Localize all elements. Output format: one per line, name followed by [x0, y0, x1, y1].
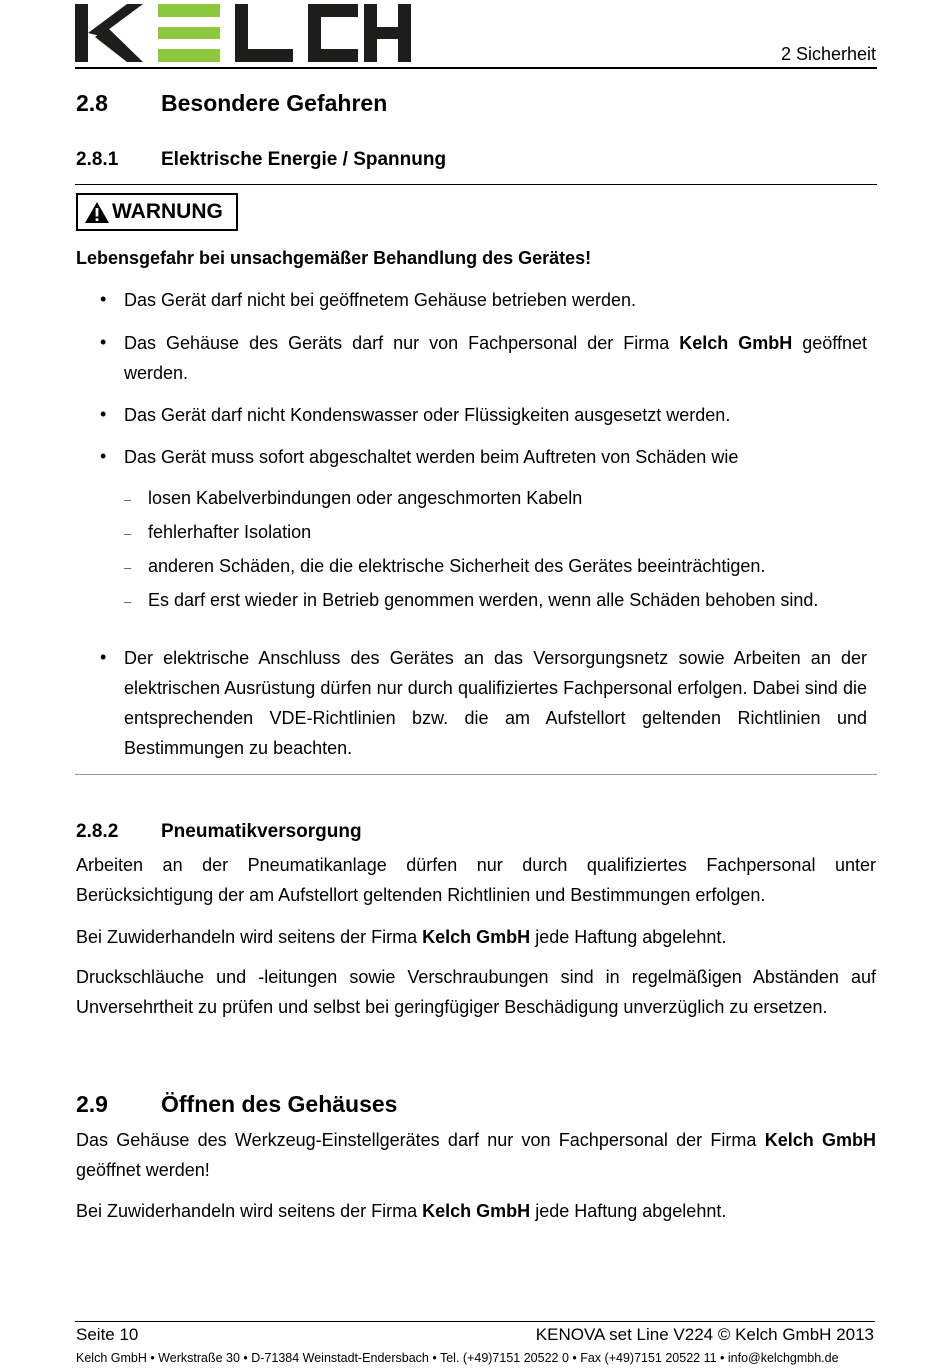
paragraph: Arbeiten an der Pneumatikanlage dürfen nur durch qualifiziertes Fachpersonal unter Berücksichtigung der am Aufstellort geltenden Richtlinien und Bestimmungen erfolgen.	[76, 855, 876, 905]
bullet-marker: •	[100, 289, 107, 309]
heading-2-8-2	[76, 821, 362, 843]
warning-label-box	[76, 193, 238, 231]
heading-number: 2.8	[76, 90, 108, 116]
text-segment: Bei Zuwiderhandeln wird seitens der Firma	[76, 1201, 423, 1221]
company-name: Kelch GmbH	[422, 927, 531, 947]
text-segment: jede Haftung abgelehnt.	[530, 927, 727, 947]
company-address: Kelch GmbH • Werkstraße 30 • D-71384 Weinstadt-Endersbach • Tel. (+49)7151 20522 0 • Fax (+49)7151 20522 11 • info@kelchgmbh.de	[76, 1351, 839, 1365]
sub-list-item: losen Kabelverbindungen oder angeschmorten Kabeln	[148, 488, 583, 508]
dash-marker: –	[124, 594, 132, 609]
text-segment: Das Gehäuse des Werkzeug-Einstellgerätes darf nur von Fachpersonal der Firma	[76, 1130, 765, 1150]
list-item	[124, 328, 867, 388]
dash-marker: –	[124, 526, 132, 541]
heading-title: Öffnen des Gehäuses	[161, 1091, 398, 1117]
list-item: Das Gerät darf nicht bei geöffnetem Gehäuse betrieben werden.	[124, 290, 636, 310]
bullet-marker: •	[100, 332, 107, 352]
sub-list-item: anderen Schäden, die die elektrische Sicherheit des Gerätes beeinträchtigen.	[148, 556, 766, 576]
heading-title: Besondere Gefahren	[161, 90, 388, 116]
heading-2-9	[76, 1091, 397, 1118]
heading-number: 2.8.2	[76, 821, 119, 842]
heading-number: 2.9	[76, 1091, 108, 1117]
sub-list-item: fehlerhafter Isolation	[148, 522, 312, 542]
warning-bottom-divider	[75, 774, 877, 775]
text-segment: geöffnet werden.	[124, 333, 867, 383]
header-section-title: 2 Sicherheit	[780, 44, 876, 64]
warning-top-divider	[75, 184, 877, 185]
text-segment: geöffnet werden!	[76, 1160, 210, 1180]
heading-title: Elektrische Energie / Spannung	[161, 149, 447, 170]
bullet-marker: •	[100, 647, 107, 667]
text-segment: jede Haftung abgelehnt.	[530, 1201, 727, 1221]
dash-marker: –	[124, 492, 132, 507]
footer-divider	[75, 1321, 875, 1322]
list-item: Der elektrische Anschluss des Gerätes an das Versorgungsnetz sowie Arbeiten an der elektrischen Ausrüstung dürfen nur durch qualifiziertes Fachpersonal erfolgen. Dabei sind die entsprechenden VDE-Richtlinien bzw. die am Aufstellort geltenden Richtlinien und Bestimmungen zu beachten.	[124, 648, 867, 758]
text-segment: Das Gehäuse des Geräts darf nur von Fachpersonal der Firma	[124, 333, 680, 353]
heading-number: 2.8.1	[76, 149, 119, 170]
heading-2-8-1	[76, 149, 446, 171]
text-segment: Bei Zuwiderhandeln wird seitens der Firma	[76, 927, 423, 947]
bullet-marker: •	[100, 404, 107, 424]
list-item: Das Gerät darf nicht Kondenswasser oder Flüssigkeiten ausgesetzt werden.	[124, 405, 731, 425]
warning-headline: Lebensgefahr bei unsachgemäßer Behandlung des Gerätes!	[76, 248, 592, 268]
warning-label: WARNUNG	[112, 200, 223, 223]
list-item: Das Gerät muss sofort abgeschaltet werden beim Auftreten von Schäden wie	[124, 447, 739, 467]
paragraph	[76, 922, 876, 952]
heading-title: Pneumatikversorgung	[161, 821, 362, 842]
paragraph	[76, 1196, 876, 1226]
paragraph	[76, 1125, 876, 1185]
kelch-logo	[75, 4, 411, 62]
company-name: Kelch GmbH	[422, 1201, 531, 1221]
sub-list-item: Es darf erst wieder in Betrieb genommen werden, wenn alle Schäden behoben sind.	[148, 590, 819, 610]
dash-marker: –	[124, 560, 132, 575]
company-name: Kelch GmbH	[764, 1130, 876, 1150]
header-divider	[75, 67, 877, 69]
paragraph: Druckschläuche und -leitungen sowie Verschraubungen sind in regelmäßigen Abständen auf Unversehrtheit zu prüfen und selbst bei geringfügiger Beschädigung unverzüglich zu ersetzen.	[76, 967, 876, 1017]
page-number: Seite 10	[76, 1325, 139, 1344]
bullet-marker: •	[100, 446, 107, 466]
warning-triangle-icon	[84, 201, 110, 224]
heading-2-8	[76, 90, 387, 117]
document-title: KENOVA set Line V224 © Kelch GmbH 2013	[535, 1325, 874, 1344]
company-name: Kelch GmbH	[679, 333, 793, 353]
